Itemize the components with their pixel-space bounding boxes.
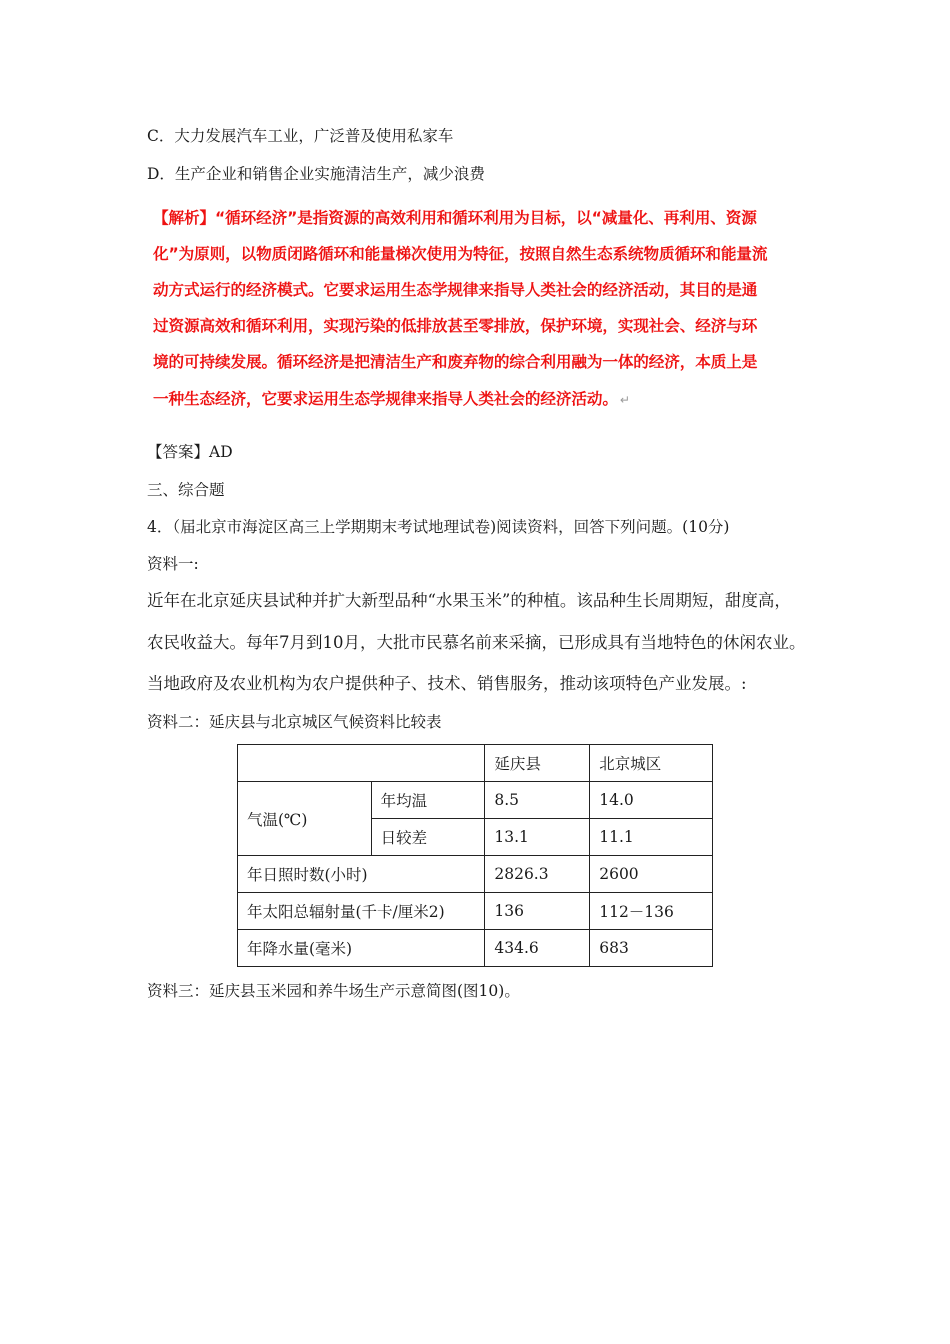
option-c: C．大力发展汽车工业，广泛普及使用私家车 bbox=[147, 127, 454, 145]
question-4: 4．（届北京市海淀区高三上学期期末考试地理试卷)阅读资料，回答下列问题。(10分) bbox=[147, 518, 730, 536]
climate-comparison-table bbox=[237, 744, 713, 967]
cell-yanqing: 13.1 bbox=[485, 819, 590, 856]
return-mark-icon: ↵ bbox=[619, 393, 630, 407]
row-label: 年降水量(毫米) bbox=[238, 930, 485, 967]
table-row bbox=[238, 930, 713, 967]
material1-label: 资料一: bbox=[147, 555, 199, 573]
table-row bbox=[238, 856, 713, 893]
cell-yanqing: 8.5 bbox=[485, 782, 590, 819]
material1-line: 当地政府及农业机构为农户提供种子、技术、销售服务，推动该项特色产业发展。: bbox=[147, 674, 747, 693]
cell-beijing: 683 bbox=[590, 930, 713, 967]
analysis-line: 化”为原则，以物质闭路循环和能量梯次使用为特征，按照自然生态系统物质循环和能量流 bbox=[153, 245, 768, 263]
cell-yanqing: 2826.3 bbox=[485, 856, 590, 893]
cell-yanqing: 434.6 bbox=[485, 930, 590, 967]
table-row bbox=[238, 893, 713, 930]
table-corner-cell bbox=[238, 745, 485, 782]
analysis-line-last bbox=[153, 389, 630, 410]
cell-yanqing: 136 bbox=[485, 893, 590, 930]
row-label: 日较差 bbox=[371, 819, 485, 856]
table-header-row bbox=[238, 745, 713, 782]
cell-beijing: 11.1 bbox=[590, 819, 713, 856]
row-label: 年太阳总辐射量(千卡/厘米2) bbox=[238, 893, 485, 930]
material3-label: 资料三：延庆县玉米园和养牛场生产示意简图(图10)。 bbox=[147, 982, 520, 1000]
material1-line: 农民收益大。每年7月到10月，大批市民慕名前来采摘，已形成具有当地特色的休闲农业。 bbox=[147, 633, 806, 652]
material2-label: 资料二：延庆县与北京城区气候资料比较表 bbox=[147, 713, 442, 731]
header-yanqing: 延庆县 bbox=[485, 745, 590, 782]
option-d: D．生产企业和销售企业实施清洁生产，减少浪费 bbox=[147, 165, 485, 183]
row-label: 年均温 bbox=[371, 782, 485, 819]
analysis-line: 过资源高效和循环利用，实现污染的低排放甚至零排放，保护环境，实现社会、经济与环 bbox=[153, 317, 758, 335]
temperature-label: 气温(℃) bbox=[238, 782, 372, 856]
analysis-line: 动方式运行的经济模式。它要求运用生态学规律来指导人类社会的经济活动，其目的是通 bbox=[153, 281, 758, 299]
analysis-line: 境的可持续发展。循环经济是把清洁生产和废弃物的综合利用融为一体的经济，本质上是 bbox=[153, 353, 758, 371]
table-row bbox=[238, 782, 713, 819]
answer: 【答案】AD bbox=[147, 443, 233, 461]
header-beijing: 北京城区 bbox=[590, 745, 713, 782]
cell-beijing: 112－136 bbox=[590, 893, 713, 930]
section-title: 三、综合题 bbox=[147, 481, 225, 499]
row-label: 年日照时数(小时) bbox=[238, 856, 485, 893]
analysis-line: 【解析】“循环经济”是指资源的高效利用和循环利用为目标，以“减量化、再利用、资源 bbox=[153, 209, 757, 227]
analysis-line-text: 一种生态经济，它要求运用生态学规律来指导人类社会的经济活动。 bbox=[153, 390, 618, 408]
material1-line: 近年在北京延庆县试种并扩大新型品种“水果玉米”的种植。该品种生长周期短，甜度高， bbox=[147, 591, 791, 610]
cell-beijing: 2600 bbox=[590, 856, 713, 893]
cell-beijing: 14.0 bbox=[590, 782, 713, 819]
